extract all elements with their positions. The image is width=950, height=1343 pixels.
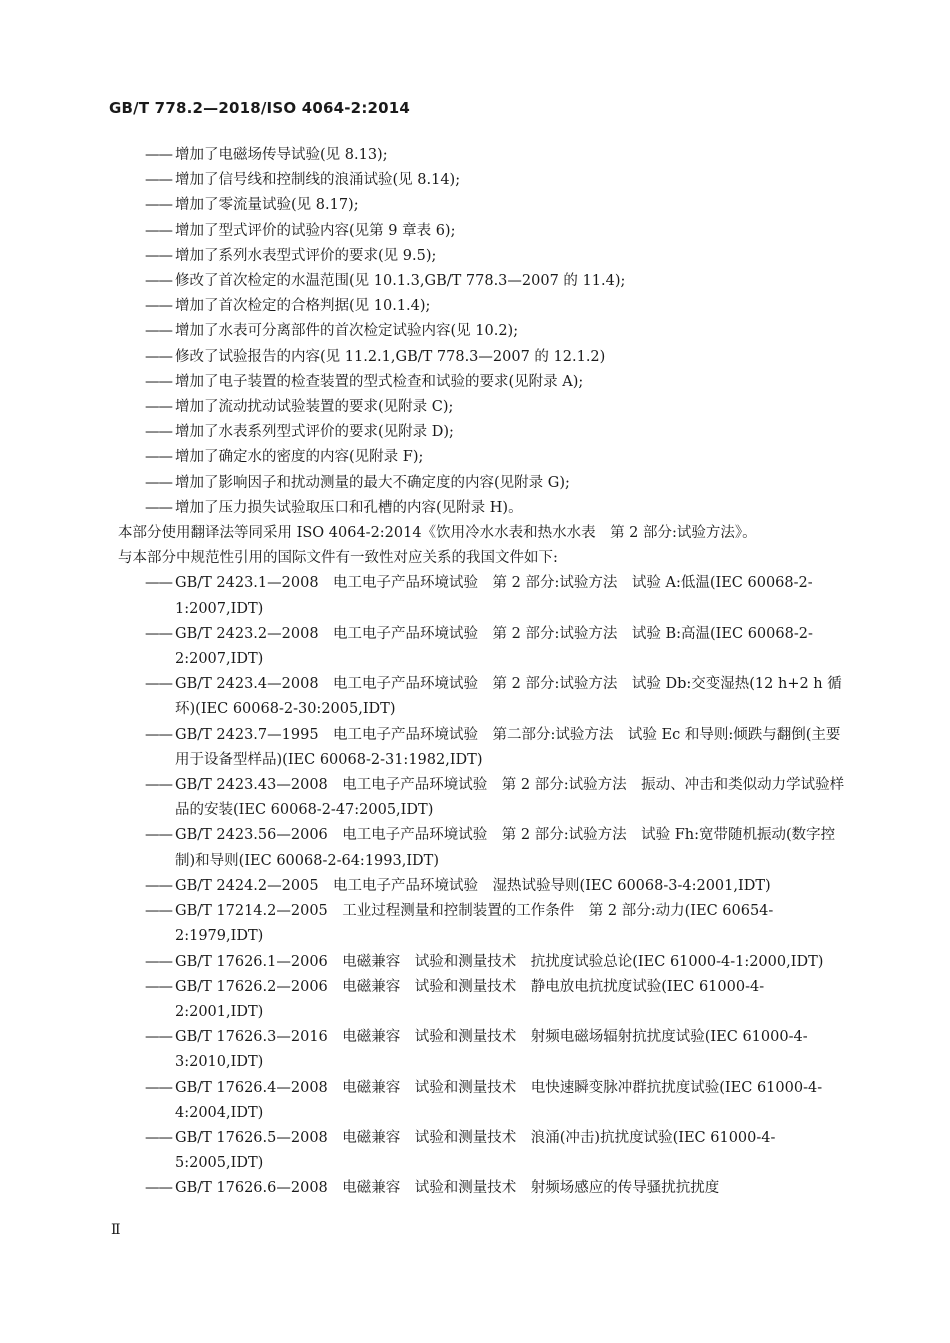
em-dash: —— — [145, 273, 172, 290]
list-item: —— 修改了试验报告的内容(见 11.2.1,GB/T 778.3—2007 的 12.1.2) — [145, 345, 845, 370]
em-dash: —— — [145, 474, 172, 491]
list-item: —— 增加了水表可分离部件的首次检定试验内容(见 10.2); — [145, 319, 845, 344]
em-dash: —— — [145, 298, 172, 315]
em-dash: —— — [145, 953, 172, 970]
em-dash: —— — [145, 676, 172, 693]
reference-item: —— GB/T 17214.2—2005 工业过程测量和控制装置的工作条件 第 2 部分:动力(IEC 60654-2:1979,IDT) — [145, 899, 845, 949]
list-item: —— 增加了首次检定的合格判据(见 10.1.4); — [145, 294, 845, 319]
em-dash: —— — [145, 1180, 172, 1197]
em-dash: —— — [145, 1079, 172, 1096]
em-dash: —— — [145, 197, 172, 214]
list-item: —— 增加了型式评价的试验内容(见第 9 章表 6); — [145, 219, 845, 244]
em-dash: —— — [145, 323, 172, 340]
page-number: Ⅱ — [111, 1222, 121, 1238]
changes-list — [145, 143, 845, 521]
em-dash: —— — [145, 1129, 172, 1146]
em-dash: —— — [145, 499, 172, 516]
em-dash: —— — [145, 1029, 172, 1046]
list-item: —— 修改了首次检定的水温范围(见 10.1.3,GB/T 778.3—2007 的 11.4); — [145, 269, 845, 294]
reference-item: —— GB/T 2423.43—2008 电工电子产品环境试验 第 2 部分:试验方法 振动、冲击和类似动力学试验样品的安装(IEC 60068-2-47:2005,IDT) — [145, 773, 845, 823]
em-dash: —— — [145, 625, 172, 642]
reference-item: —— GB/T 17626.2—2006 电磁兼容 试验和测量技术 静电放电抗扰度试验(IEC 61000-4-2:2001,IDT) — [145, 975, 845, 1025]
em-dash: —— — [145, 424, 172, 441]
list-item: —— 增加了系列水表型式评价的要求(见 9.5); — [145, 244, 845, 269]
em-dash: —— — [145, 877, 172, 894]
em-dash: —— — [145, 172, 172, 189]
adoption-statement: 本部分使用翻译法等同采用 ISO 4064-2:2014《饮用冷水水表和热水水表 第 2 部分:试验方法》。 — [118, 525, 757, 542]
reference-item: —— GB/T 2423.56—2006 电工电子产品环境试验 第 2 部分:试验方法 试验 Fh:宽带随机振动(数字控制)和导则(IEC 60068-2-64:1993,IDT) — [145, 823, 845, 873]
reference-item: —— GB/T 17626.3—2016 电磁兼容 试验和测量技术 射频电磁场辐射抗扰度试验(IEC 61000-4-3:2010,IDT) — [145, 1025, 845, 1075]
em-dash: —— — [145, 777, 172, 794]
em-dash: —— — [145, 222, 172, 239]
em-dash: —— — [145, 373, 172, 390]
correspondence-intro: 与本部分中规范性引用的国际文件有一致性对应关系的我国文件如下: — [118, 550, 558, 567]
reference-item: —— GB/T 2423.7—1995 电工电子产品环境试验 第二部分:试验方法 试验 Ec 和导则:倾跌与翻倒(主要用于设备型样品)(IEC 60068-2-31:1982,IDT) — [145, 723, 845, 773]
reference-item: —— GB/T 2424.2—2005 电工电子产品环境试验 湿热试验导则(IEC 60068-3-4:2001,IDT) — [145, 874, 845, 899]
em-dash: —— — [145, 575, 172, 592]
em-dash: —— — [145, 348, 172, 365]
em-dash: —— — [145, 827, 172, 844]
list-item: —— 增加了压力损失试验取压口和孔槽的内容(见附录 H)。 — [145, 496, 845, 521]
list-item: —— 增加了电磁场传导试验(见 8.13); — [145, 143, 845, 168]
em-dash: —— — [145, 399, 172, 416]
em-dash: —— — [145, 903, 172, 920]
list-item: —— 增加了流动扰动试验装置的要求(见附录 C); — [145, 395, 845, 420]
list-item: —— 增加了影响因子和扰动测量的最大不确定度的内容(见附录 G); — [145, 471, 845, 496]
reference-item: —— GB/T 17626.5—2008 电磁兼容 试验和测量技术 浪涌(冲击)抗扰度试验(IEC 61000-4-5:2005,IDT) — [145, 1126, 845, 1176]
reference-item: —— GB/T 17626.1—2006 电磁兼容 试验和测量技术 抗扰度试验总论(IEC 61000-4-1:2000,IDT) — [145, 950, 845, 975]
document-body — [118, 143, 845, 1202]
list-item: —— 增加了水表系列型式评价的要求(见附录 D); — [145, 420, 845, 445]
reference-item: —— GB/T 17626.6—2008 电磁兼容 试验和测量技术 射频场感应的传导骚扰抗扰度 — [145, 1176, 845, 1201]
references-list — [145, 571, 845, 1201]
em-dash: —— — [145, 978, 172, 995]
reference-item: —— GB/T 17626.4—2008 电磁兼容 试验和测量技术 电快速瞬变脉冲群抗扰度试验(IEC 61000-4-4:2004,IDT) — [145, 1076, 845, 1126]
em-dash: —— — [145, 147, 172, 163]
list-item: —— 增加了电子装置的检查装置的型式检查和试验的要求(见附录 A); — [145, 370, 845, 395]
reference-item: —— GB/T 2423.2—2008 电工电子产品环境试验 第 2 部分:试验方法 试验 B:高温(IEC 60068-2-2:2007,IDT) — [145, 622, 845, 672]
list-item: —— 增加了零流量试验(见 8.17); — [145, 193, 845, 218]
em-dash: —— — [145, 726, 172, 743]
em-dash: —— — [145, 247, 172, 264]
page-header-standard-id: GB/T 778.2—2018/ISO 4064-2:2014 — [109, 99, 411, 117]
list-item: —— 增加了信号线和控制线的浪涌试验(见 8.14); — [145, 168, 845, 193]
em-dash: —— — [145, 449, 172, 466]
reference-item: —— GB/T 2423.4—2008 电工电子产品环境试验 第 2 部分:试验方法 试验 Db:交变湿热(12 h+2 h 循环)(IEC 60068-2-30:2005,IDT) — [145, 672, 845, 722]
reference-item: —— GB/T 2423.1—2008 电工电子产品环境试验 第 2 部分:试验方法 试验 A:低温(IEC 60068-2-1:2007,IDT) — [145, 571, 845, 621]
list-item: —— 增加了确定水的密度的内容(见附录 F); — [145, 445, 845, 470]
